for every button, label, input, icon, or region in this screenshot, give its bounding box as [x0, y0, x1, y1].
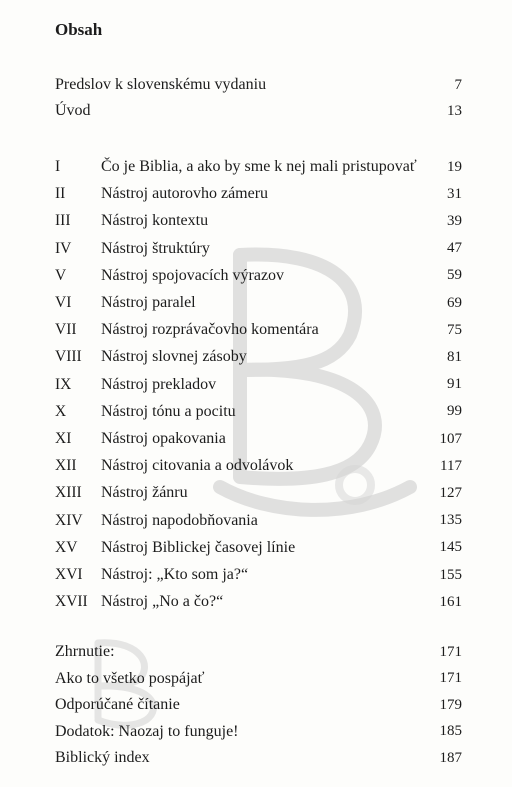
entry-title: Nástroj slovnej zásoby: [101, 348, 247, 366]
entry-title: Úvod: [55, 102, 91, 119]
chapter-number: XIV: [55, 511, 83, 529]
entry-page-number: 171: [439, 643, 462, 660]
entry-page-number: 75: [447, 321, 462, 338]
toc-chapter-entry: [55, 563, 462, 587]
entry-title: Ako to všetko pospájať: [55, 669, 205, 687]
chapter-number: XI: [55, 430, 72, 447]
toc-chapter-entry: [55, 536, 462, 560]
entry-title: Nástroj žánru: [101, 484, 188, 502]
entry-page-number: 171: [439, 670, 462, 686]
toc-chapter-entry: [55, 509, 462, 533]
chapter-number: IV: [55, 239, 72, 257]
chapter-number: II: [55, 185, 66, 203]
chapter-number: XVII: [55, 593, 88, 611]
entry-title: Predslov k slovenskému vydaniu: [55, 76, 267, 93]
toc-front-entry: [55, 99, 462, 123]
toc-chapter-entry: [55, 590, 462, 614]
entry-page-number: 155: [439, 566, 462, 583]
entry-title: Nástroj: „Kto som ja?“: [101, 566, 249, 583]
toc-back-entry: [55, 667, 462, 691]
chapter-number: XII: [55, 457, 77, 475]
toc-back-entry: [55, 746, 462, 770]
entry-page-number: 117: [440, 457, 462, 474]
entry-title: Nástroj napodobňovania: [101, 511, 258, 529]
entry-page-number: 107: [439, 430, 462, 447]
entry-page-number: 31: [447, 185, 462, 202]
entry-page-number: 127: [439, 484, 462, 501]
chapter-number: VI: [55, 294, 72, 311]
toc-back-entry: [55, 693, 462, 717]
toc-front-entry: [55, 73, 462, 97]
entry-page-number: 81: [447, 348, 462, 365]
toc-chapter-entry: [55, 155, 462, 179]
entry-title: Dodatok: Naozaj to funguje!: [55, 722, 239, 740]
entry-page-number: 7: [454, 76, 462, 93]
chapter-number: IX: [55, 375, 72, 393]
toc-chapter-entry: [55, 264, 462, 288]
chapter-number: XIII: [55, 484, 82, 502]
entry-title: Nástroj citovania a odvolávok: [101, 457, 294, 475]
toc-chapter-entry: [55, 182, 462, 206]
entry-title: Čo je Biblia, a ako by sme k nej mali pristupovať: [101, 158, 417, 175]
chapter-number: XVI: [55, 566, 83, 583]
chapter-number: XV: [55, 538, 78, 556]
chapter-number: I: [55, 158, 61, 175]
entry-title: Zhrnutie:: [55, 643, 115, 660]
entry-page-number: 99: [447, 403, 462, 420]
entry-page-number: 13: [447, 102, 462, 119]
chapter-number: V: [55, 266, 67, 284]
entry-page-number: 69: [447, 294, 462, 311]
entry-page-number: 187: [439, 749, 462, 766]
chapter-number: X: [55, 402, 67, 420]
toc-chapter-entry: [55, 237, 462, 261]
chapter-number: VIII: [55, 348, 82, 366]
toc-chapter-entry: [55, 400, 462, 424]
entry-title: Nástroj paralel: [101, 294, 196, 311]
toc-chapter-entry: [55, 291, 462, 315]
entry-title: Nástroj prekladov: [101, 375, 217, 393]
page-title: Obsah: [55, 20, 103, 39]
toc-chapter-entry: [55, 427, 462, 451]
entry-title: Nástroj tónu a pocitu: [101, 402, 236, 420]
entry-title: Nástroj spojovacích výrazov: [101, 266, 285, 284]
entry-page-number: 161: [439, 593, 462, 610]
chapter-number: VII: [55, 321, 77, 339]
chapter-number: III: [55, 212, 71, 230]
entry-page-number: 47: [447, 240, 462, 257]
toc-chapter-entry: [55, 318, 462, 342]
toc-chapter-entry: [55, 454, 462, 478]
entry-title: Nástroj Biblickej časovej línie: [101, 538, 296, 556]
entry-title: Nástroj autorovho zámeru: [101, 185, 269, 203]
toc-back-entry: [55, 720, 462, 744]
entry-page-number: 135: [439, 512, 462, 529]
entry-title: Odporúčané čítanie: [55, 696, 180, 713]
entry-page-number: 39: [447, 212, 462, 229]
entry-title: Nástroj štruktúry: [101, 239, 210, 257]
entry-page-number: 91: [447, 376, 462, 393]
toc-chapter-entry: [55, 209, 462, 233]
entry-page-number: 185: [439, 723, 462, 739]
entry-page-number: 59: [447, 267, 462, 284]
toc-chapter-entry: [55, 373, 462, 397]
entry-title: Nástroj opakovania: [101, 430, 226, 447]
entry-page-number: 19: [447, 158, 462, 175]
entry-page-number: 145: [439, 539, 462, 556]
entry-page-number: 179: [439, 696, 462, 713]
entry-title: Nástroj rozprávačovho komentára: [101, 321, 319, 339]
toc-chapter-entry: [55, 345, 462, 369]
toc-chapter-entry: [55, 481, 462, 505]
entry-title: Nástroj „No a čo?“: [101, 593, 224, 611]
entry-title: Biblický index: [55, 749, 150, 766]
entry-title: Nástroj kontextu: [101, 212, 209, 230]
toc-back-entry: [55, 640, 462, 664]
